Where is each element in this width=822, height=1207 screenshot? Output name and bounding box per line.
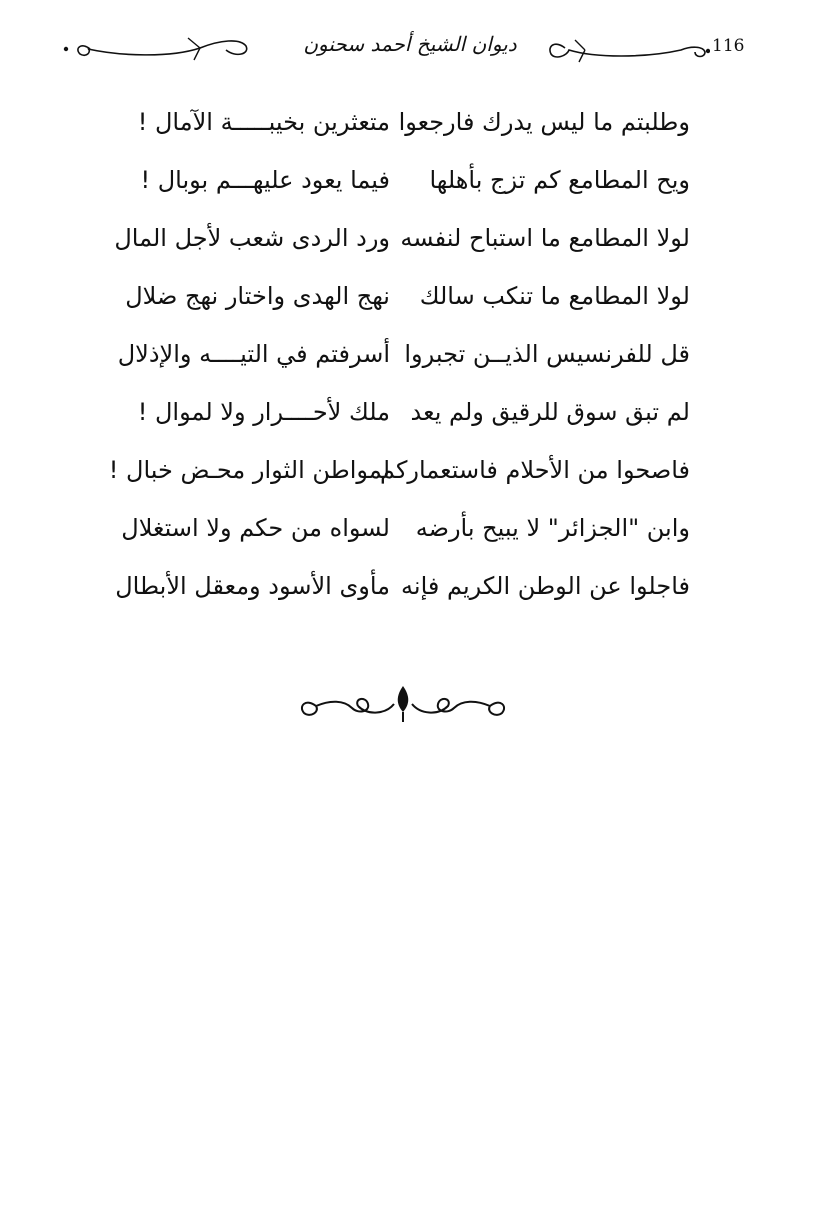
- page-header: [0, 24, 822, 74]
- verse-first-hemistich: فاجلوا عن الوطن الكريم فإنه: [401, 572, 690, 600]
- fleuron-ornament-icon: [296, 680, 511, 730]
- verse-second-hemistich: لسواه من حكم ولا استغلال: [121, 514, 390, 542]
- poem-body: [108, 100, 690, 622]
- verse-first-hemistich: قل للفرنسيس الذيــن تجبروا: [404, 340, 690, 368]
- verse-first-hemistich: لم تبق سوق للرقيق ولم يعد: [410, 398, 690, 426]
- verse-first-hemistich: وطلبتم ما ليس يدرك فارجعوا: [398, 108, 690, 136]
- header-flourish-right-icon: [545, 32, 710, 70]
- verse: [125, 274, 690, 332]
- verse-second-hemistich: ورد الردى شعب لأجل المال: [114, 224, 390, 252]
- verse: [130, 100, 690, 158]
- verse: [117, 332, 690, 390]
- verse: [115, 564, 690, 622]
- verse-second-hemistich: ملك لأحــــرار ولا لموال !: [137, 398, 390, 426]
- verse-first-hemistich: ويح المطامع كم تزج بأهلها: [429, 166, 690, 194]
- verse-first-hemistich: وابن "الجزائر" لا يبيح بأرضه: [415, 514, 690, 542]
- verse-second-hemistich: لمواطن الثوار محـض خبال !: [108, 456, 390, 484]
- verse-first-hemistich: لولا المطامع ما تنكب سالك: [419, 282, 690, 310]
- verse: [114, 216, 690, 274]
- header-flourish-left-icon: [60, 32, 250, 70]
- verse: [121, 506, 690, 564]
- verse-first-hemistich: لولا المطامع ما استباح لنفسه: [400, 224, 690, 252]
- verse-second-hemistich: فيما يعود عليهـــم بوبال !: [140, 166, 390, 194]
- verse: [108, 448, 690, 506]
- verse-second-hemistich: أسرفتم في التيــــه والإذلال: [117, 340, 390, 368]
- page-number: 116: [712, 36, 745, 56]
- verse-second-hemistich: مأوى الأسود ومعقل الأبطال: [115, 572, 390, 600]
- verse-first-hemistich: فاصحوا من الأحلام فاستعماركم: [380, 456, 690, 484]
- verse: [130, 390, 690, 448]
- verse: [130, 158, 690, 216]
- verse-second-hemistich: نهج الهدى واختار نهج ضلال: [125, 282, 390, 310]
- verse-second-hemistich: متعثرين بخيبـــــة الآمال !: [137, 108, 390, 136]
- running-title: ديوان الشيخ أحمد سحنون: [303, 32, 517, 56]
